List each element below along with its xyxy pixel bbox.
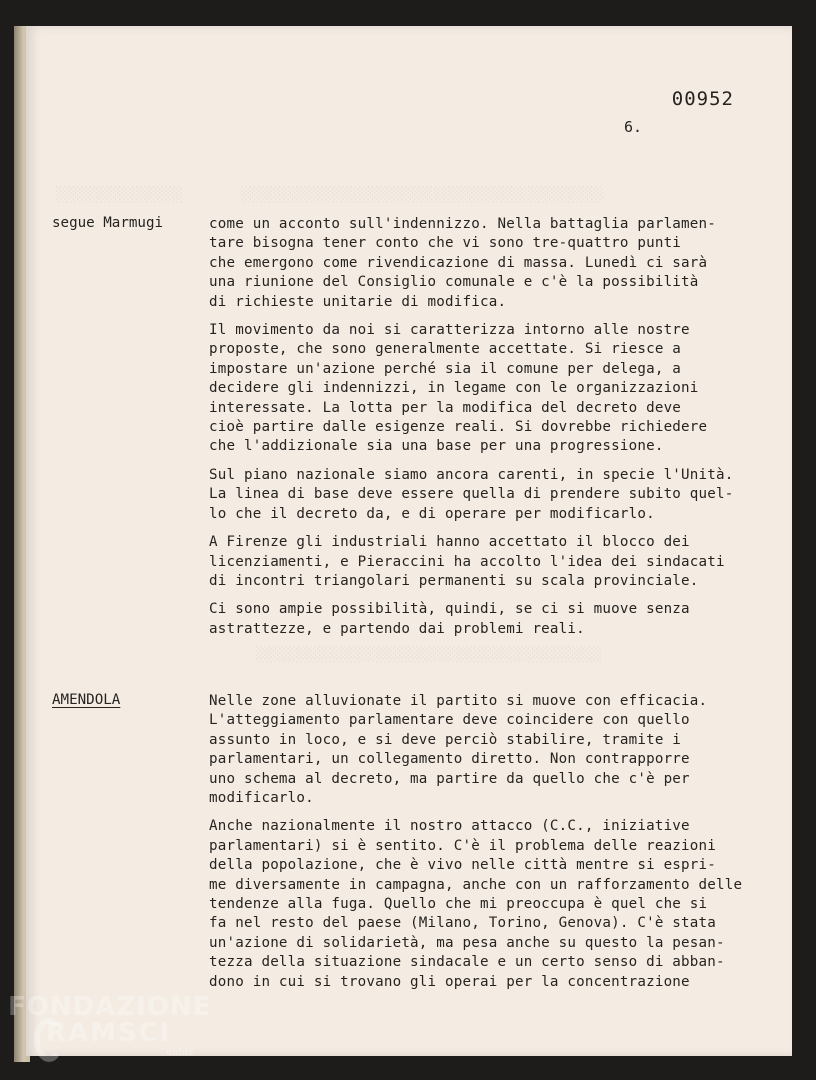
- speech-block-marmugi: [209, 215, 784, 648]
- paragraph: A Firenze gli industriali hanno accettato il blocco dei licenziamenti, e Pieraccini ha accolto l'idea dei sindacati di incontri triangolari permanenti su scala provinciale.: [209, 534, 725, 589]
- paragraph: Nelle zone alluvionate il partito si muove con efficacia. L'atteggiamento parlamentare deve coincidere con quello assunto in loco, e si deve perciò stabilire, tramite i parlamentari, un collegamento diretto. Non contrapporre uno schema al decreto, ma partire da quello che c'è per modificarlo.: [209, 693, 708, 807]
- paragraph: Il movimento da noi si caratterizza intorno alle nostre proposte, che sono generalmente accettate. Si riesce a impostare un'azione perché sia il comune per delega, a decidere gli indennizzi, in legame con le organizzazioni interessate. La lotta per la modifica del decreto deve cioè partire dalle esigenze reali. Si dovrebbe richiedere che l'addizionale sia una base per una progressione.: [209, 322, 708, 455]
- logo-subtitle: onlus: [166, 1048, 194, 1058]
- page-number: 6.: [624, 118, 643, 136]
- document-number: 00952: [671, 88, 734, 110]
- paragraph: Anche nazionalmente il nostro attacco (C.C., iniziative parlamentari) si è sentito. C'è il problema delle reazioni della popolazione, che è vivo nelle città mentre si espri- me diversamente in campagna, anche con un rafforzamento delle tendenze alla fuga. Quello che mi preoccupa è quel che si fa nel resto del paese (Milano, Torino, Genova). C'è stata un'azione di solidarietà, ma pesa anche su questo la pesan- tezza della situazione sindacale e un certo senso di abban- dono in cui si trovano gli operai per la concentrazione: [209, 818, 743, 990]
- bleed-through-texture: ░░░░░░░░░░░░░░░ ░░░░░░░░░░░░░░░░░░░░░░░░░░░░░░░░░░░░░░░░░░░: [56, 187, 604, 203]
- logo-line-1: FONDAZIONE: [8, 992, 212, 1022]
- logo-line-2: RAMSCI: [46, 1018, 172, 1048]
- speech-block-amendola: [209, 692, 784, 1001]
- paragraph: come un acconto sull'indennizzo. Nella battaglia parlamen- tare bisogna tener conto che vi sono tre-quattro punti che emergono come rivendicazione di massa. Lunedì ci sarà una riunione del Consiglio comunale e c'è la possibilità di richieste unitarie di modifica.: [209, 216, 717, 310]
- document-page: [26, 26, 792, 1056]
- bleed-through-texture-2: ░░░░░░░░░░░░░░░░░░░░░░░░░░░░░░░░░░░░░░░░░: [256, 647, 602, 663]
- paragraph: Ci sono ampie possibilità, quindi, se ci si muove senza astrattezze, e partendo dai problemi reali.: [209, 601, 690, 637]
- archive-watermark-logo: [6, 988, 216, 1068]
- speaker-label-marmugi: segue Marmugi: [52, 215, 164, 231]
- speaker-label-amendola: AMENDOLA: [52, 692, 121, 708]
- paragraph: Sul piano nazionale siamo ancora carenti, in specie l'Unità. La linea di base deve essere quella di prendere subito quel- lo che il decreto da, e di operare per modificarlo.: [209, 466, 734, 522]
